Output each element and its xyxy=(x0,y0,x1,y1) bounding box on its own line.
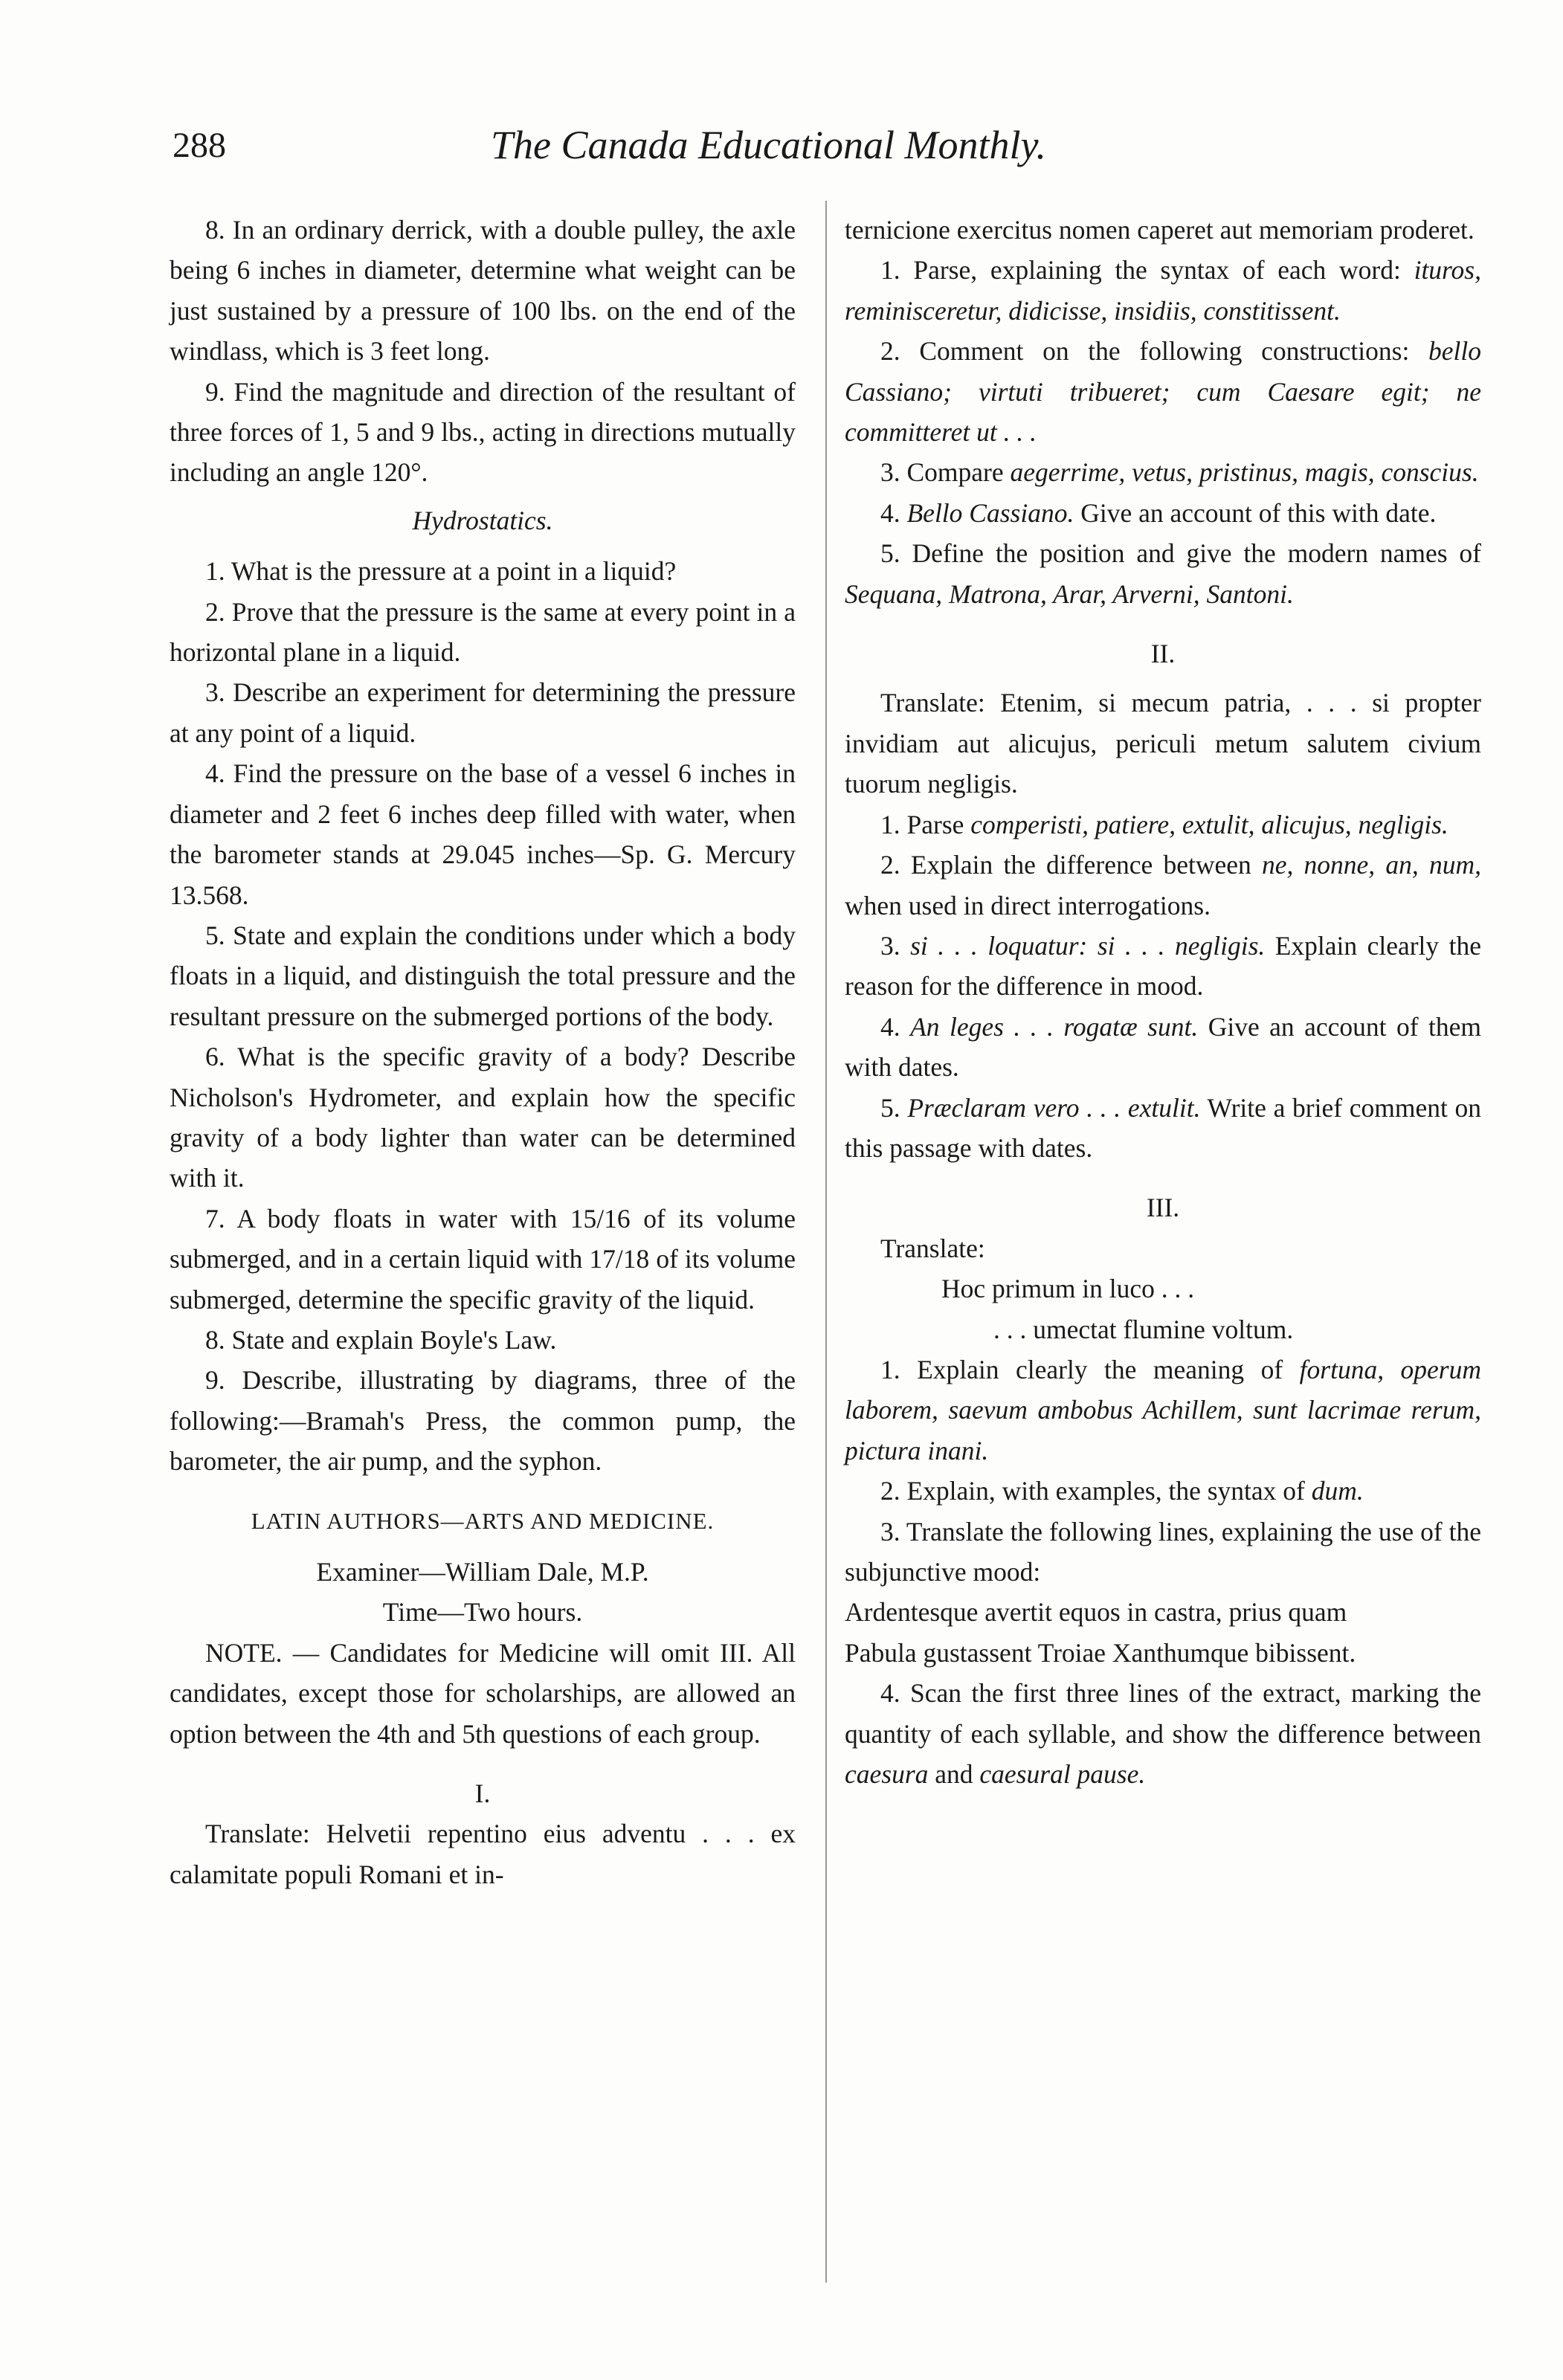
hydro-question-4: 4. Find the pressure on the base of a vessel 6 inches in diameter and 2 feet 6 inches deep filled with water, when the barometer stands at 29.045 inches—Sp. G. Mercury 13.568. xyxy=(170,758,796,910)
section-II-heading: II. xyxy=(1150,639,1176,669)
latin-I-question-5: 5. Define the position and give the modern names of Sequana, Matrona, Arar, Arverni, Santoni. xyxy=(845,538,1481,609)
mechanics-question-8: 8. In an ordinary derrick, with a double pulley, the axle being 6 inches in diameter, determine what weight can be just sustained by a pressure of 100 lbs. on the end of the windlass, which is 3 feet long. xyxy=(170,215,796,367)
section-III-heading: III. xyxy=(1146,1193,1180,1223)
section-I-heading: I. xyxy=(474,1778,491,1809)
examiner-line: Examiner—William Dale, M.P. xyxy=(316,1557,649,1587)
passage-I-continuation: ternicione exercitus nomen caperet aut memoriam proderet. xyxy=(845,215,1475,245)
hydro-question-6: 6. What is the specific gravity of a body? Describe Nicholson's Hydrometer, and explain how the specific gravity of a body lighter than water can be determined with it. xyxy=(170,1042,796,1193)
latin-II-question-3: 3. si . . . loquatur: si . . . negligis. Explain clearly the reason for the difference in mood. xyxy=(845,930,1482,1002)
hydrostatics-heading: Hydrostatics. xyxy=(412,505,553,535)
hydro-question-5: 5. State and explain the conditions under which a body floats in a liquid, and distinguish the total pressure and the resultant pressure on the submerged portions of the body. xyxy=(170,920,796,1031)
hydro-question-1: 1. What is the pressure at a point in a liquid? xyxy=(205,556,677,587)
hydro-question-3: 3. Describe an experiment for determining the pressure at any point of a liquid. xyxy=(170,677,796,748)
verse-line-4: Pabula gustassent Troiae Xanthumque bibissent. xyxy=(845,1637,1356,1668)
left-column xyxy=(170,210,796,1894)
column-divider xyxy=(825,201,827,2283)
latin-III-question-4: 4. Scan the first three lines of the extract, marking the quantity of each syllable, and show the difference between caesura and caesural pause. xyxy=(845,1678,1481,1790)
latin-I-question-3: 3. Compare aegerrime, vetus, pristinus, magis, conscius. xyxy=(880,457,1479,488)
hydro-question-8: 8. State and explain Boyle's Law. xyxy=(205,1324,557,1355)
verse-line-1: Hoc primum in luco . . . xyxy=(941,1274,1195,1304)
latin-III-question-2: 2. Explain, with examples, the syntax of dum. xyxy=(880,1476,1364,1506)
verse-line-2: . . . umectat flumine voltum. xyxy=(993,1314,1294,1344)
hydro-question-2: 2. Prove that the pressure is the same at every point in a horizontal plane in a liquid. xyxy=(170,596,796,668)
translate-passage-II: Translate: Etenim, si mecum patria, . . . si propter invidiam aut alicujus, periculi metum salutem civium tuorum negligis. xyxy=(845,688,1481,799)
page-number: 288 xyxy=(173,126,226,165)
candidates-note: NOTE. — Candidates for Medicine will omit III. All candidates, except those for scholarships, are allowed an option between the 4th and 5th questions of each group. xyxy=(170,1637,796,1749)
hydro-question-7: 7. A body floats in water with 15/16 of its volume submerged, and in a certain liquid with 17/18 of its volume submerged, determine the specific gravity of the liquid. xyxy=(170,1203,796,1315)
latin-I-question-4: 4. Bello Cassiano. Give an account of this with date. xyxy=(880,497,1437,528)
time-line: Time—Two hours. xyxy=(382,1597,583,1628)
translate-passage-I: Translate: Helvetii repentino eius adventu . . . ex calamitate populi Romani et in- xyxy=(170,1819,796,1889)
latin-II-question-4: 4. An leges . . . rogatæ sunt. Give an account of them with dates. xyxy=(845,1011,1482,1083)
mechanics-question-9: 9. Find the magnitude and direction of the resultant of three forces of 1, 5 and 9 lbs., acting in directions mutually including an angle 120°. xyxy=(170,376,796,488)
latin-II-question-5: 5. Præclaram vero . . . extulit. Write a brief comment on this passage with dates. xyxy=(845,1092,1482,1163)
right-column xyxy=(845,210,1481,1794)
latin-authors-heading: LATIN AUTHORS—ARTS AND MEDICINE. xyxy=(251,1507,715,1534)
latin-I-question-1: 1. Parse, explaining the syntax of each word: ituros, reminisceretur, didicisse, insidiis, constitissent. xyxy=(845,255,1481,326)
running-title: The Canada Educational Monthly. xyxy=(491,123,1046,167)
latin-III-question-1: 1. Explain clearly the meaning of fortuna, operum laborem, saevum ambobus Achillem, sunt lacrimae rerum, pictura inani. xyxy=(845,1354,1482,1465)
latin-I-question-2: 2. Comment on the following constructions: bello Cassiano; virtuti tribueret; cum Caesare egit; ne committeret ut . . . xyxy=(845,336,1481,448)
latin-III-question-3: 3. Translate the following lines, explaining the use of the subjunctive mood: xyxy=(845,1516,1481,1587)
latin-II-question-1: 1. Parse comperisti, patiere, extulit, alicujus, negligis. xyxy=(880,809,1448,839)
hydro-question-9: 9. Describe, illustrating by diagrams, three of the following:—Bramah's Press, the common pump, the barometer, the air pump, and the syphon. xyxy=(170,1365,796,1477)
translate-label-III: Translate: xyxy=(880,1233,985,1263)
latin-II-question-2: 2. Explain the difference between ne, nonne, an, num, when used in direct interrogations. xyxy=(845,850,1481,920)
verse-line-3: Ardentesque avertit equos in castra, prius quam xyxy=(845,1597,1347,1628)
